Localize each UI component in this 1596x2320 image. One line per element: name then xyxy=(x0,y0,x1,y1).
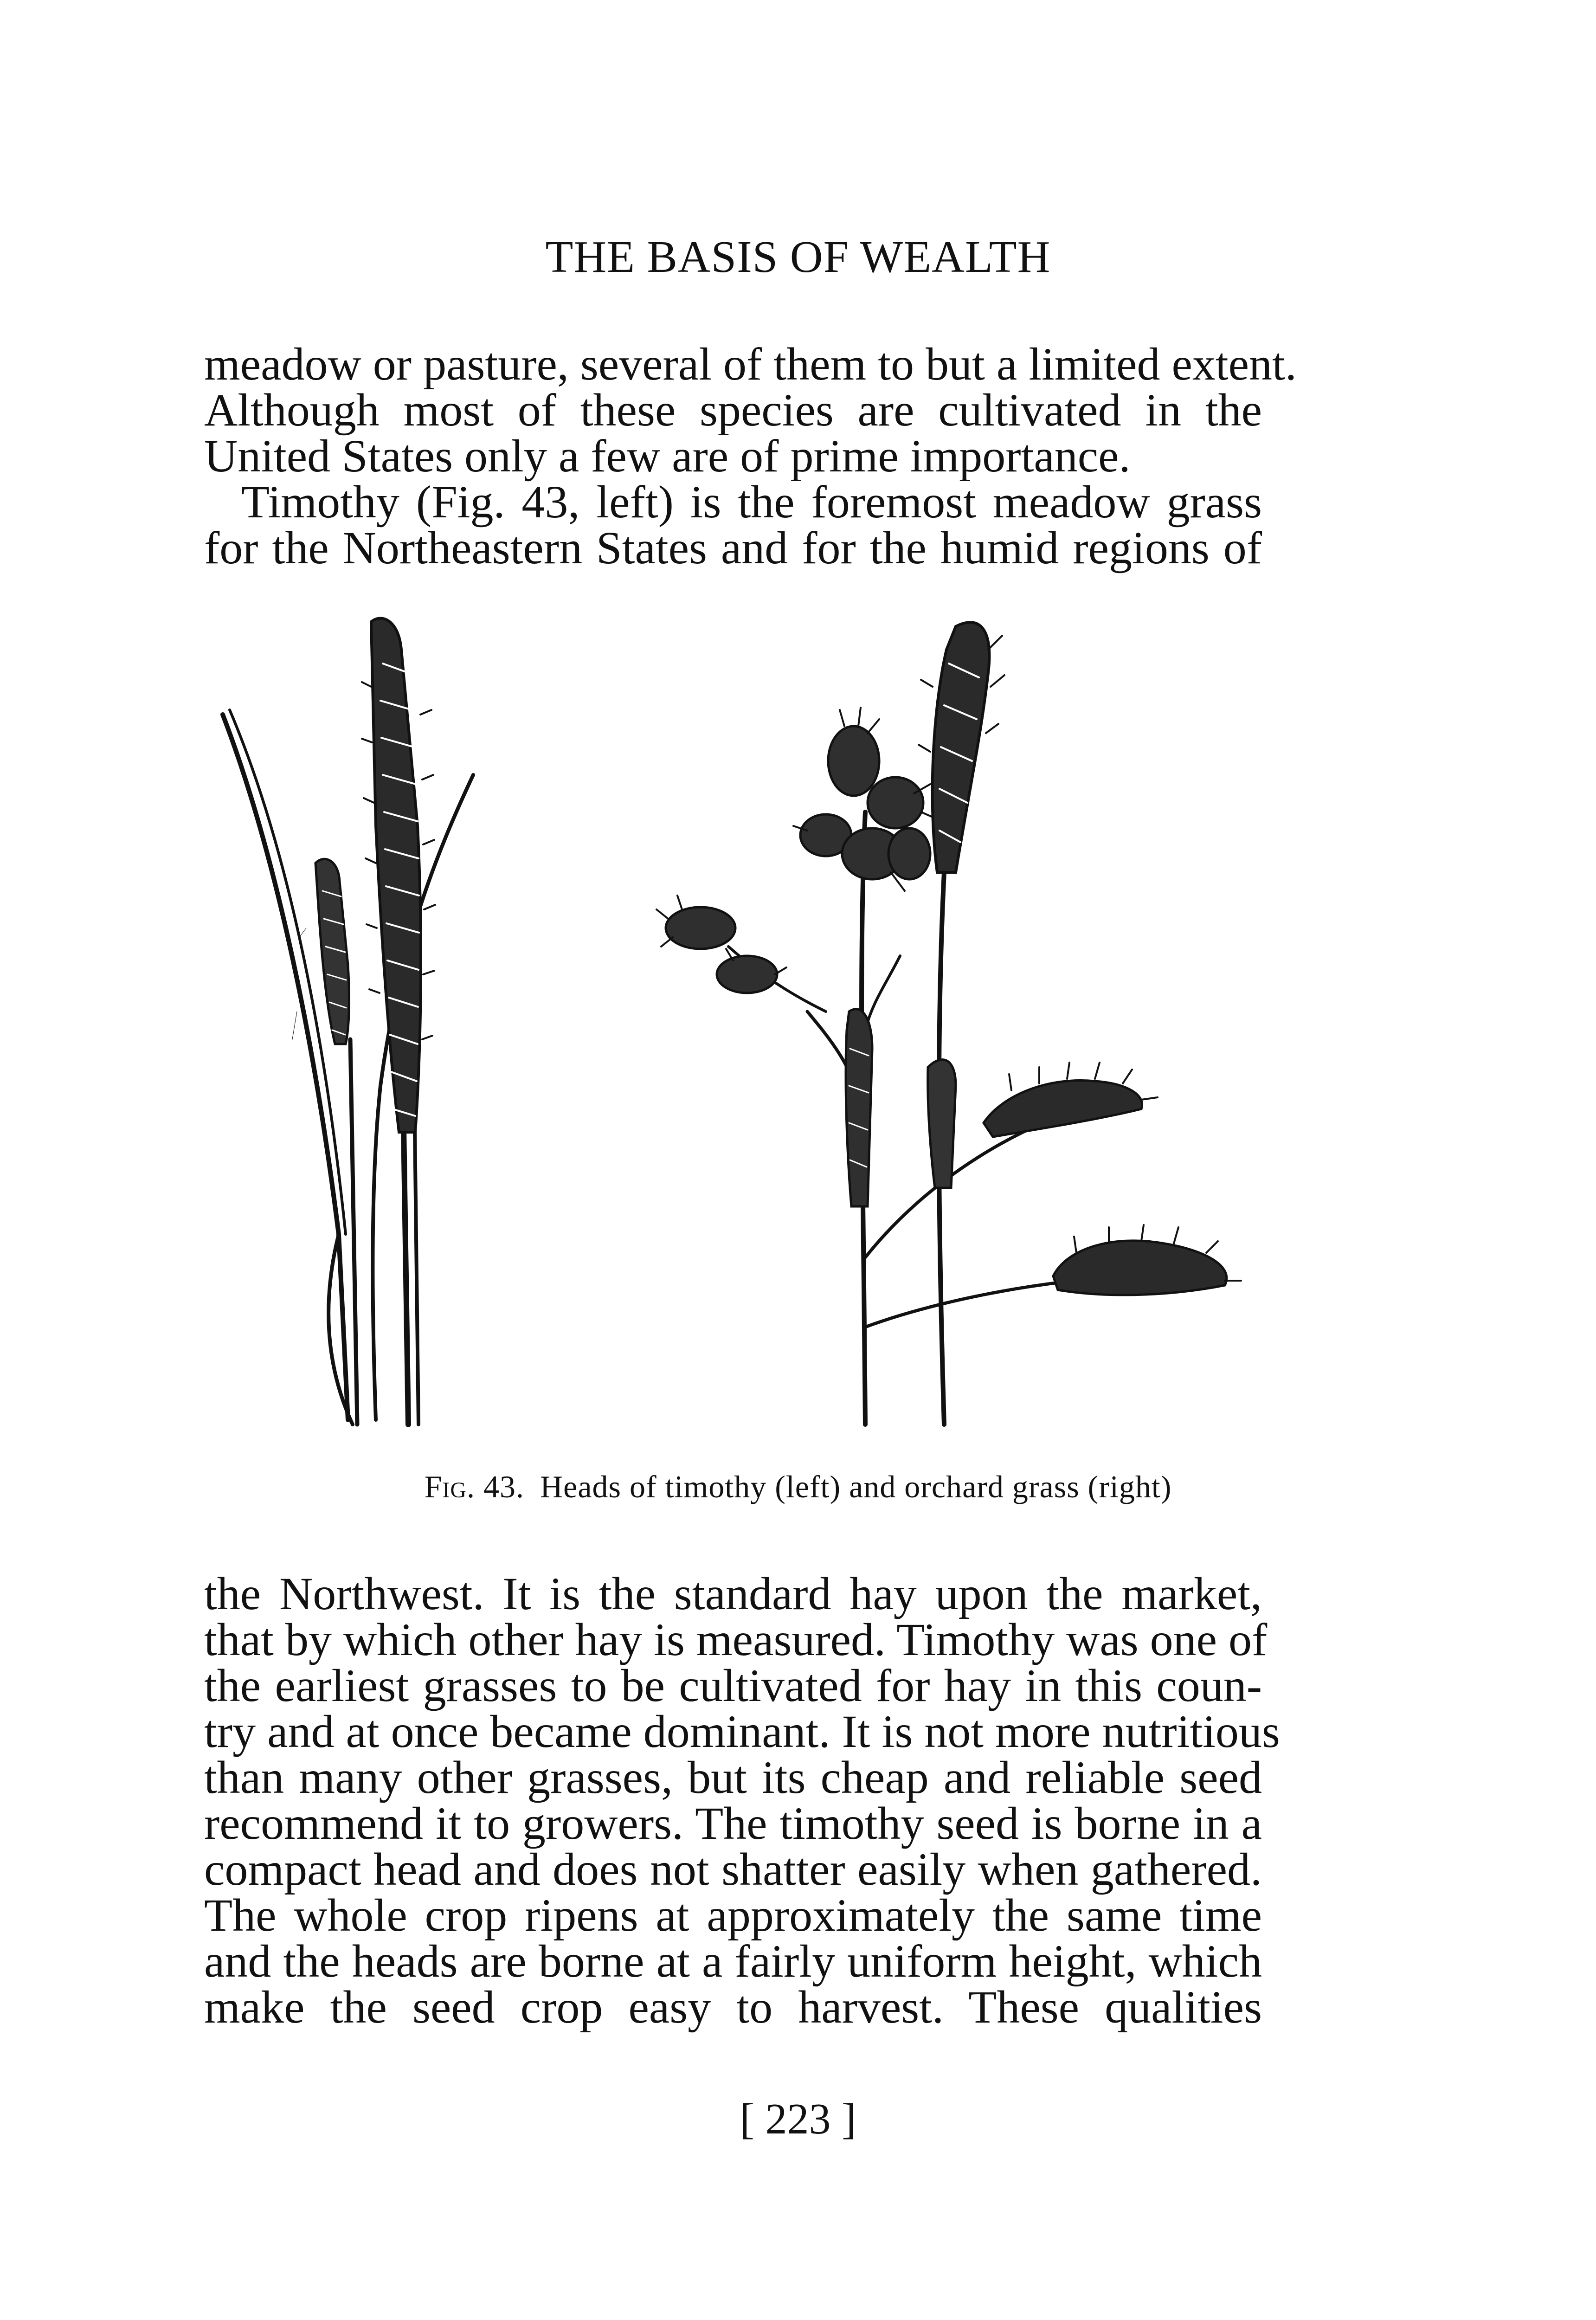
text-line: than many other grasses, but its cheap and reliable seed xyxy=(204,1752,1262,1803)
running-head: THE BASIS OF WEALTH xyxy=(545,232,1051,282)
grass-illustration xyxy=(204,594,1262,1452)
timothy-head-main xyxy=(371,619,421,1133)
orchard-head-cluster-upper xyxy=(800,726,930,879)
orchard-head-right-upper xyxy=(984,1080,1142,1137)
figure-caption-text: Heads of timothy (left) and orchard grass (right) xyxy=(540,1469,1172,1504)
text-line: recommend it to growers. The timothy seed is borne in a xyxy=(204,1798,1262,1849)
orchard-head-mid xyxy=(846,1009,872,1206)
orchard-head-right-lower xyxy=(1053,1241,1227,1295)
page-number: [ 223 ] xyxy=(740,2095,856,2143)
text-line: that by which other hay is measured. Timothy was one of xyxy=(204,1614,1268,1665)
text-line: Although most of these species are cultivated in the xyxy=(204,384,1262,436)
timothy-illustration xyxy=(223,619,473,1425)
text-line: The whole crop ripens at approximately the same time xyxy=(204,1889,1262,1941)
text-line: try and at once became dominant. It is not more nutritious xyxy=(204,1706,1280,1757)
text-line: for the Northeastern States and for the humid regions of xyxy=(204,522,1262,574)
text-line: the earliest grasses to be cultivated for hay in this coun- xyxy=(204,1660,1262,1711)
paragraph-bottom xyxy=(204,1568,1280,2033)
text-line: and the heads are borne at a fairly uniform height, which xyxy=(204,1935,1262,1987)
text-line: compact head and does not shatter easily when gathered. xyxy=(204,1843,1262,1895)
text-line: Timothy (Fig. 43, left) is the foremost meadow grass xyxy=(241,476,1262,528)
text-line: United States only a few are of prime importance. xyxy=(204,430,1131,482)
text-line: meadow or pasture, several of them to but a limited extent. xyxy=(204,338,1297,390)
timothy-stem-main xyxy=(404,1128,408,1424)
figure-caption xyxy=(0,1471,1596,1502)
orchard-grass-illustration xyxy=(656,622,1241,1424)
orchard-head-cluster-left xyxy=(666,907,777,993)
paragraph-top xyxy=(204,338,1297,574)
figure-43 xyxy=(204,594,1262,1452)
text-line: make the seed crop easy to harvest. These qualities xyxy=(204,1981,1262,2033)
timothy-stem-small xyxy=(350,1039,357,1424)
text-line: the Northwest. It is the standard hay upon the market, xyxy=(204,1568,1262,1619)
figure-label: Fig. 43. xyxy=(424,1469,525,1504)
